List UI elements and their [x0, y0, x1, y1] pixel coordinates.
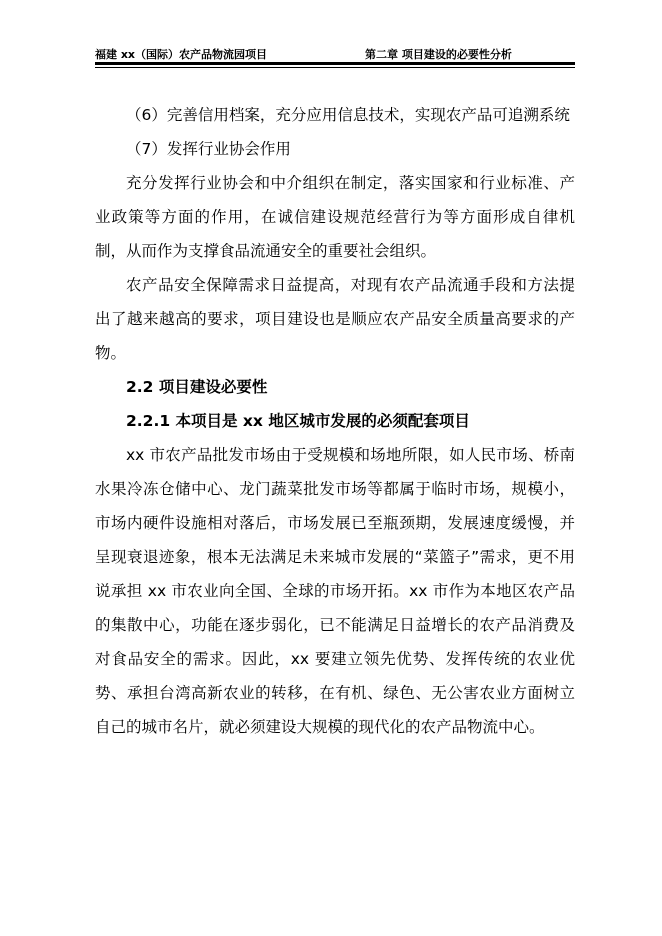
paragraph-industry-associations: 充分发挥行业协会和中介组织在制定，落实国家和行业标准、产业政策等方面的作用，在诚信建设规范经营行为等方面形成自律机制，从而作为支撑食品流通安全的重要社会组织。 [95, 174, 575, 260]
header-chapter-title: 第二章 项目建设的必要性分析 [365, 48, 512, 61]
body-text [95, 98, 575, 744]
subsection-heading: 2.2.1 本项目是 xx 地区城市发展的必须配套项目 [126, 412, 470, 430]
section-heading: 2.2 项目建设必要性 [126, 378, 268, 396]
paragraph-market-analysis: xx 市农产品批发市场由于受规模和场地所限，如人民市场、桥南水果冷冻仓储中心、龙门蔬菜批发市场等都属于临时市场，规模小，市场内硬件设施相对落后，市场发展已至瓶颈期，发展速度缓慢，并呈现衰退迹象，根本无法满足未来城市发展的“菜篮子”需求，更不用说承担 xx 市农业向全国、全球的市场开拓。xx 市作为本地区农产品的集散中心，功能在逐步弱化，已不能满足日益增长的农产品消费及对食品安全的需求。因此，xx 要建立领先优势、发挥传统的农业优势、承担台湾高新农业的转移，在有机、绿色、无公害农业方面树立自己的城市名片，就必须建设大规模的现代化的农产品物流中心。 [95, 446, 575, 736]
paragraph-safety-demand: 农产品安全保障需求日益提高，对现有农产品流通手段和方法提出了越来越高的要求，项目建设也是顺应农产品安全质量高要求的产物。 [95, 276, 575, 362]
header-project-title: 福建 xx（国际）农产品物流园项目 [95, 48, 268, 61]
header-rule-thick [95, 62, 575, 65]
paragraph-item-7: （7）发挥行业协会作用 [126, 140, 291, 158]
header-rule-thin [95, 67, 575, 68]
paragraph-item-6: （6）完善信用档案，充分应用信息技术，实现农产品可追溯系统 [126, 106, 570, 124]
